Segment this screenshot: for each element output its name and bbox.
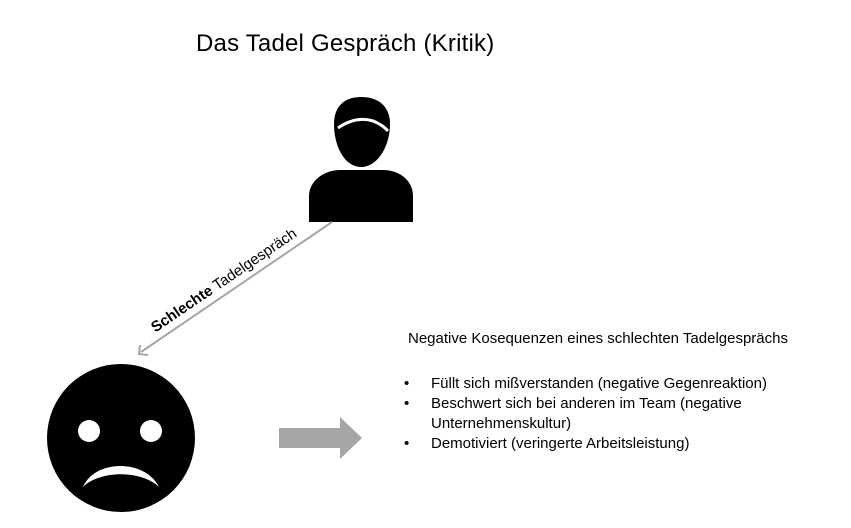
list-item-text: Demotiviert (veringerte Arbeitsleistung) [431, 435, 690, 452]
bullet-icon: • [404, 375, 410, 392]
consequences-list [404, 374, 844, 454]
diagram-title: Das Tadel Gespräch (Kritik) [196, 30, 495, 57]
list-item-text: Füllt sich mißverstanden (negative Gegenreaktion) [431, 375, 767, 392]
sad-face-icon [47, 364, 195, 512]
list-item [404, 434, 844, 454]
consequences-heading: Negative Kosequenzen eines schlechten Tadelgesprächs [408, 330, 788, 347]
connector-arrow [139, 222, 332, 355]
connector-label-bold: Schlechte [148, 282, 217, 337]
connector-label-normal: Tadelgespräch [206, 225, 301, 297]
list-item [404, 374, 844, 394]
list-item-text: Beschwert sich bei anderen im Team (negative Unternehmenskultur) [431, 395, 742, 432]
bullet-icon: • [404, 435, 410, 452]
right-arrow-icon [279, 417, 362, 459]
person-icon [309, 97, 413, 222]
bullet-icon: • [404, 395, 410, 412]
list-item [404, 394, 844, 434]
